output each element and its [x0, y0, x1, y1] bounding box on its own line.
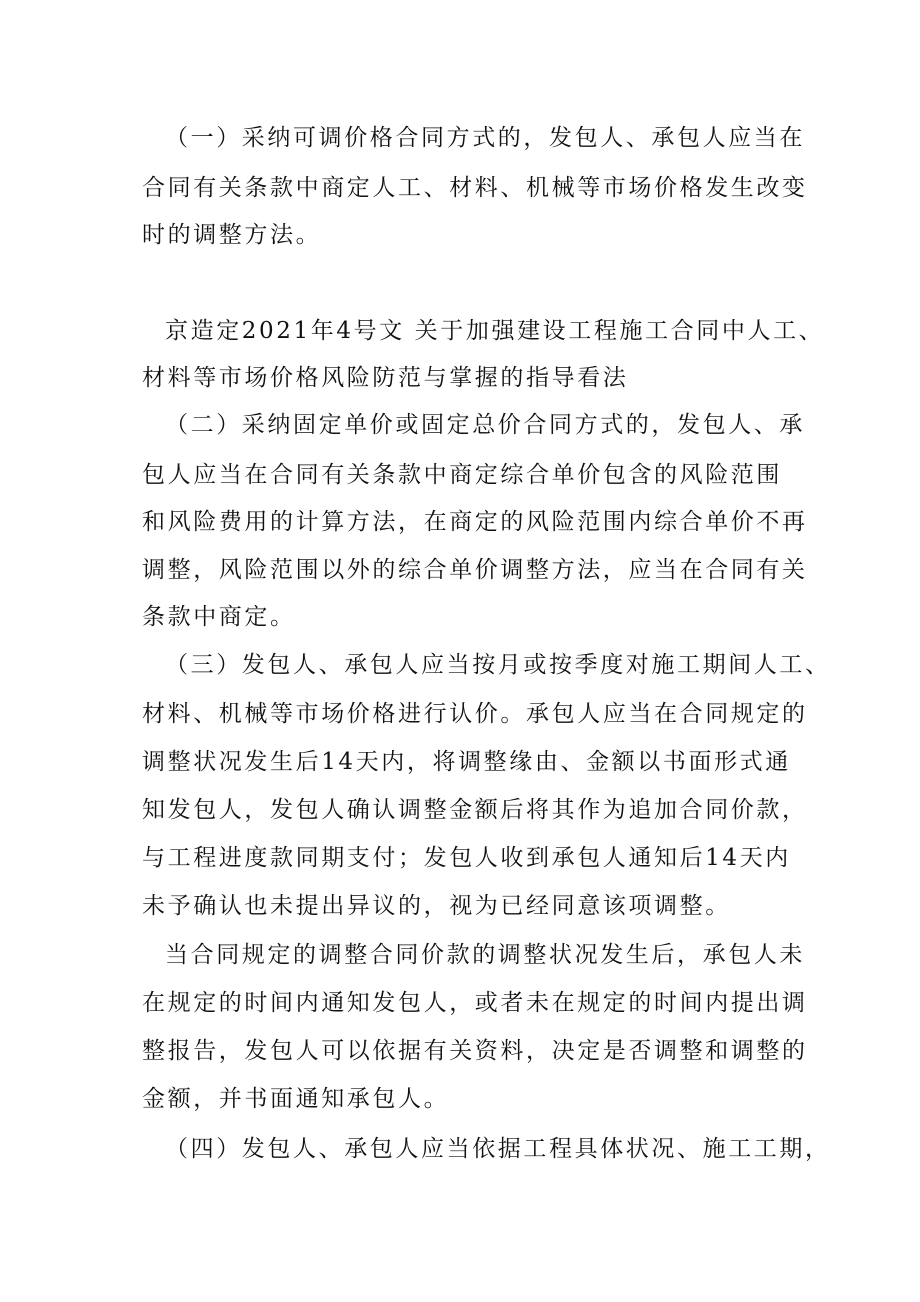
paragraph-4-line-1: 当合同规定的调整合同价款的调整状况发生后，承包人未: [165, 942, 805, 968]
paragraph-3-line-6: 未予确认也未提出异议的，视为已经同意该项调整。: [142, 893, 731, 919]
section-title-line-2: 材料等市场价格风险防范与掌握的指导看法: [142, 365, 629, 391]
paragraph-2-line-4: 调整，风险范围以外的综合单价调整方法，应当在合同有关: [142, 557, 808, 583]
paragraph-3-line-2: 材料、机械等市场价格进行认价。承包人应当在合同规定的: [142, 701, 808, 727]
paragraph-2-line-1: （二）采纳固定单价或固定总价合同方式的，发包人、承: [165, 412, 805, 438]
paragraph-1-line-3: 时的调整方法。: [142, 222, 322, 248]
paragraph-3-line-5: 与工程进度款同期支付；发包人收到承包人通知后14天内: [142, 845, 791, 871]
paragraph-2-line-2: 包人应当在合同有关条款中商定综合单价包含的风险范围: [142, 462, 782, 488]
paragraph-2-line-3: 和风险费用的计算方法，在商定的风险范围内综合单价不再: [142, 509, 808, 535]
paragraph-2-line-5: 条款中商定。: [142, 604, 296, 630]
paragraph-3-line-4: 知发包人，发包人确认调整金额后将其作为追加合同价款，: [142, 797, 808, 823]
paragraph-1-line-1: （一）采纳可调价格合同方式的，发包人、承包人应当在: [165, 125, 805, 151]
paragraph-3-line-3: 调整状况发生后14天内，将调整缘由、金额以书面形式通: [142, 749, 791, 775]
paragraph-5-line-1: （四）发包人、承包人应当依据工程具体状况、施工工期，: [165, 1136, 831, 1162]
section-title-line-1: 京造定2021年4号文 关于加强建设工程施工合同中人工、: [165, 318, 825, 344]
paragraph-4-line-3: 整报告，发包人可以依据有关资料，决定是否调整和调整的: [142, 1038, 808, 1064]
paragraph-4-line-4: 金额，并书面通知承包人。: [142, 1086, 450, 1112]
paragraph-3-line-1: （三）发包人、承包人应当按月或按季度对施工期间人工、: [165, 652, 831, 678]
paragraph-1-line-2: 合同有关条款中商定人工、材料、机械等市场价格发生改变: [142, 175, 808, 201]
paragraph-4-line-2: 在规定的时间内通知发包人，或者未在规定的时间内提出调: [142, 990, 808, 1016]
